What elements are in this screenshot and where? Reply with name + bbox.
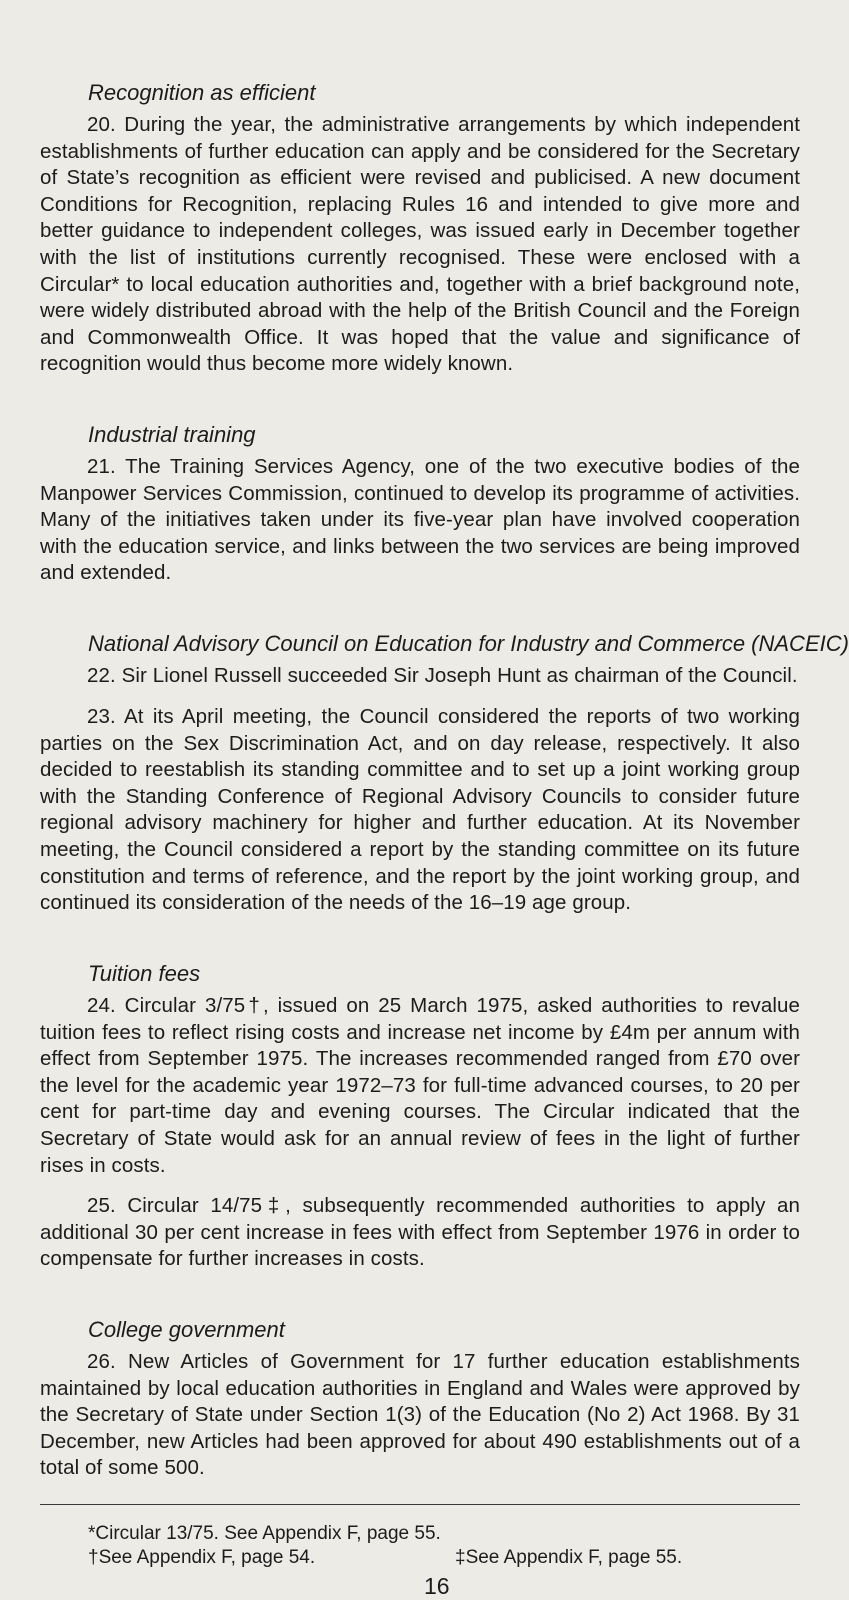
paragraph-text: 26. New Articles of Government for 17 further education establishments maintained by local education authorities in England and Wales were approved by the Secretary of State under Section 1(3) of the Education (No 2) Act 1968. By 31 December, new Articles had been approved for about 490 establishments out of a total of some 500. (40, 1350, 800, 1480)
section-heading: Tuition fees (88, 961, 201, 986)
paragraph (40, 663, 800, 690)
paragraph (40, 112, 800, 378)
paragraph-text: 24. Circular 3/75†, issued on 25 March 1975, asked authorities to revalue tuition fees to reflect rising costs and increase net income by £4m per annum with effect from September 1975. The increases recommended ranged from £70 over the level for the academic year 1972–73 for full-time advanced courses, to 20 per cent for part-time day and evening courses. The Circular indicated that the Secretary of State would ask for an annual review of fees in the light of further rises in costs. (40, 994, 800, 1177)
section-heading: National Advisory Council on Education for Industry and Commerce (NACEIC) (88, 631, 849, 656)
footnote-divider (40, 1504, 800, 1505)
paragraph (40, 993, 800, 1179)
section-heading: Industrial training (88, 422, 256, 447)
section-heading: College government (88, 1317, 285, 1342)
paragraph-text: 25. Circular 14/75‡, subsequently recommended authorities to apply an additional 30 per cent increase in fees with effect from September 1976 in order to compensate for further increases in costs. (40, 1194, 800, 1271)
footnote: †See Appendix F, page 54. (88, 1547, 316, 1568)
paragraph-text: 21. The Training Services Agency, one of the two executive bodies of the Manpower Services Commission, continued to develop its programme of activities. Many of the initiatives taken under its five-year plan have involved cooperation with the education service, and links between the two services are being improved and extended. (40, 455, 800, 585)
paragraph-text: 22. Sir Lionel Russell succeeded Sir Joseph Hunt as chairman of the Council. (87, 664, 798, 687)
paragraph (40, 704, 800, 917)
paragraph-text: 20. During the year, the administrative arrangements by which independent establishments of further education can apply and be considered for the Secretary of State’s recognition as efficient were revised and publicised. A new document Conditions for Recognition, replacing Rules 16 and intended to give more and better guidance to independent colleges, was issued early in December together with the list of institutions currently recognised. These were enclosed with a Circular* to local education authorities and, together with a brief background note, were widely distributed abroad with the help of the British Council and the Foreign and Commonwealth Office. It was hoped that the value and significance of recognition would thus become more widely known. (40, 113, 800, 376)
page-number: 16 (424, 1573, 450, 1599)
paragraph (40, 454, 800, 587)
footnote: ‡See Appendix F, page 55. (455, 1547, 683, 1568)
footnote: *Circular 13/75. See Appendix F, page 55. (88, 1523, 441, 1544)
section-heading: Recognition as efficient (88, 80, 316, 105)
paragraph-text: 23. At its April meeting, the Council considered the reports of two working parties on the Sex Discrimination Act, and on day release, respectively. It also decided to reestablish its standing committee and to set up a joint working group with the Standing Conference of Regional Advisory Councils to consider future regional advisory machinery for higher and further education. At its November meeting, the Council considered a report by the standing committee on its future constitution and terms of reference, and the report by the joint working group, and continued its consideration of the needs of the 16–19 age group. (40, 705, 800, 915)
paragraph (40, 1193, 800, 1273)
paragraph (40, 1349, 800, 1482)
